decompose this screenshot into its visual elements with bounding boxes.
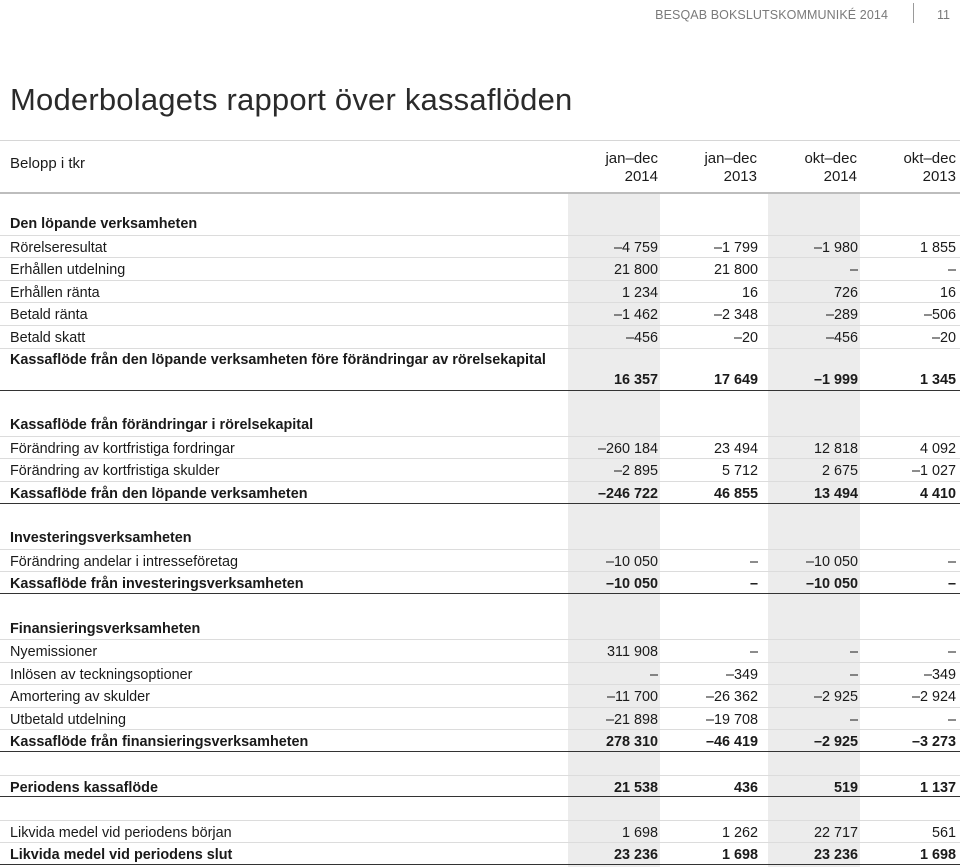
cell-value: –	[749, 553, 758, 570]
cell-value: –456	[825, 329, 858, 346]
cell-value: –	[649, 666, 658, 683]
cell-value: 1 345	[919, 371, 956, 388]
row-label: Kassaflöde från finansieringsverksamheten	[10, 734, 309, 751]
table-row	[0, 436, 960, 459]
cell-value: 1 855	[919, 239, 956, 256]
cell-value: –506	[923, 307, 956, 324]
row-label: Betald skatt	[10, 329, 86, 346]
cell-value: –1 799	[713, 239, 758, 256]
total-row	[0, 571, 960, 594]
column-header-year: 2013	[922, 168, 956, 185]
section-heading	[0, 617, 960, 640]
cash-flow-table	[0, 212, 960, 865]
cell-value: 12 818	[813, 440, 858, 457]
table-row	[0, 684, 960, 707]
section-heading	[0, 526, 960, 549]
table-row	[0, 820, 960, 843]
cell-value: –10 050	[605, 553, 658, 570]
cell-value: –	[947, 262, 956, 279]
row-label: Finansieringsverksamheten	[10, 620, 201, 637]
cell-value: 278 310	[605, 734, 658, 751]
cell-value: –	[947, 576, 956, 593]
row-label: Förändring andelar i intresseföretag	[10, 553, 238, 570]
cell-value: –456	[625, 329, 658, 346]
header-divider	[913, 3, 914, 23]
cell-value: 311 908	[607, 644, 658, 661]
cell-value: –	[849, 644, 858, 661]
cell-value: 436	[733, 779, 758, 796]
cell-value: –349	[725, 666, 758, 683]
report-header	[0, 0, 960, 30]
row-label: Den löpande verksamheten	[10, 216, 198, 232]
row-label: Nyemissioner	[10, 644, 98, 661]
cell-value: 2 675	[821, 463, 858, 480]
cell-value: –20	[733, 329, 758, 346]
row-label: Förändring av kortfristiga skulder	[10, 463, 220, 480]
total-row	[0, 729, 960, 752]
cell-value: –	[749, 576, 758, 593]
cell-value: 46 855	[713, 485, 758, 502]
row-label: Utbetald utdelning	[10, 711, 127, 728]
page-number: 11	[937, 8, 950, 22]
cell-value: –	[947, 644, 956, 661]
cell-value: 23 494	[713, 440, 758, 457]
cell-value: 16	[939, 284, 956, 301]
cell-value: –289	[825, 307, 858, 324]
cell-value: 726	[833, 284, 858, 301]
cell-value: 17 649	[713, 371, 758, 388]
cell-value: 22 717	[813, 824, 858, 841]
row-label: Erhållen ränta	[10, 284, 100, 301]
table-row	[0, 707, 960, 730]
column-header-year: 2013	[723, 168, 757, 185]
cell-value: 4 092	[919, 440, 956, 457]
column-header	[558, 150, 658, 186]
column-header-period: okt–dec	[804, 150, 857, 167]
total-row	[0, 775, 960, 798]
section-heading	[0, 413, 960, 436]
row-label: Likvida medel vid periodens slut	[10, 847, 233, 864]
cell-value: 4 410	[919, 485, 956, 502]
unit-label: Belopp i tkr	[10, 155, 86, 172]
table-spacer	[0, 504, 960, 527]
cell-value: –	[749, 644, 758, 661]
cell-value: –19 708	[705, 711, 758, 728]
cell-value: –2 925	[813, 689, 858, 706]
cell-value: –1 027	[911, 463, 956, 480]
page-title: Moderbolagets rapport över kassaflöden	[10, 82, 573, 117]
table-spacer	[0, 752, 960, 775]
cell-value: 1 234	[621, 284, 658, 301]
header-rule	[0, 192, 960, 194]
row-label: Kassaflöde från förändringar i rörelsekapital	[10, 417, 314, 434]
table-row	[0, 458, 960, 481]
cell-value: –4 759	[613, 239, 658, 256]
cell-value: –46 419	[705, 734, 758, 751]
cell-value: 1 262	[721, 824, 758, 841]
cell-value: –2 895	[613, 463, 658, 480]
row-label: Investeringsverksamheten	[10, 530, 192, 547]
cell-value: –10 050	[605, 576, 658, 593]
row-label: Likvida medel vid periodens början	[10, 824, 232, 841]
table-row	[0, 235, 960, 258]
column-header-year: 2014	[823, 168, 857, 185]
cell-value: 21 800	[713, 262, 758, 279]
cell-value: 16	[741, 284, 758, 301]
cell-value: 561	[931, 824, 956, 841]
row-label: Kassaflöde från investeringsverksamheten	[10, 576, 304, 593]
column-header	[856, 150, 956, 186]
cell-value: 13 494	[813, 485, 858, 502]
column-header-period: jan–dec	[704, 150, 757, 167]
cell-value: 1 698	[721, 847, 758, 864]
cell-value: 1 698	[919, 847, 956, 864]
cell-value: –1 999	[813, 371, 858, 388]
cell-value: –11 700	[607, 689, 658, 706]
cell-value: –20	[931, 329, 956, 346]
table-spacer	[0, 797, 960, 820]
cell-value: –	[849, 666, 858, 683]
table-row	[0, 662, 960, 685]
table-row	[0, 257, 960, 280]
row-label: Kassaflöde från den löpande verksamheten före förändringar av rörelsekapital	[10, 351, 546, 368]
cell-value: 519	[833, 779, 858, 796]
cell-value: 21 800	[613, 262, 658, 279]
subtotal-row	[0, 348, 960, 391]
cell-value: –	[947, 553, 956, 570]
row-label: Förändring av kortfristiga fordringar	[10, 440, 235, 457]
table-spacer	[0, 594, 960, 617]
row-label: Rörelseresultat	[10, 239, 107, 256]
report-title: BESQAB BOKSLUTSKOMMUNIKÉ 2014	[655, 8, 888, 22]
cell-value: –2 925	[813, 734, 858, 751]
cell-value: –2 924	[911, 689, 956, 706]
table-row	[0, 325, 960, 348]
table-row	[0, 302, 960, 325]
cell-value: –21 898	[605, 711, 658, 728]
cell-value: 1 137	[919, 779, 956, 796]
cell-value: –	[947, 711, 956, 728]
section-heading	[0, 212, 960, 235]
cell-value: –3 273	[911, 734, 956, 751]
cell-value: 1 698	[621, 824, 658, 841]
total-row	[0, 842, 960, 865]
cell-value: 23 236	[613, 847, 658, 864]
row-label: Erhållen utdelning	[10, 262, 126, 279]
cell-value: –246 722	[597, 485, 658, 502]
cell-value: –1 462	[613, 307, 658, 324]
cell-value: 21 538	[613, 779, 658, 796]
row-label: Kassaflöde från den löpande verksamheten	[10, 485, 308, 502]
row-label: Betald ränta	[10, 307, 88, 324]
cell-value: 5 712	[721, 463, 758, 480]
column-header-period: okt–dec	[903, 150, 956, 167]
total-row	[0, 481, 960, 504]
table-row	[0, 639, 960, 662]
column-header-year: 2014	[624, 168, 658, 185]
column-header	[757, 150, 857, 186]
cell-value: –	[849, 711, 858, 728]
row-label: Inlösen av teckningsoptioner	[10, 666, 193, 683]
row-label: Amortering av skulder	[10, 689, 150, 706]
cell-value: 16 357	[613, 371, 658, 388]
table-header	[0, 140, 960, 193]
cell-value: –260 184	[597, 440, 658, 457]
cell-value: –	[849, 262, 858, 279]
column-header	[657, 150, 757, 186]
cell-value: –2 348	[713, 307, 758, 324]
cell-value: –10 050	[805, 553, 858, 570]
table-row	[0, 549, 960, 572]
column-header-period: jan–dec	[605, 150, 658, 167]
cell-value: –10 050	[805, 576, 858, 593]
table-spacer	[0, 391, 960, 414]
row-label: Periodens kassaflöde	[10, 779, 158, 796]
cell-value: 23 236	[813, 847, 858, 864]
cell-value: –349	[923, 666, 956, 683]
cell-value: –26 362	[705, 689, 758, 706]
table-row	[0, 280, 960, 303]
cell-value: –1 980	[813, 239, 858, 256]
